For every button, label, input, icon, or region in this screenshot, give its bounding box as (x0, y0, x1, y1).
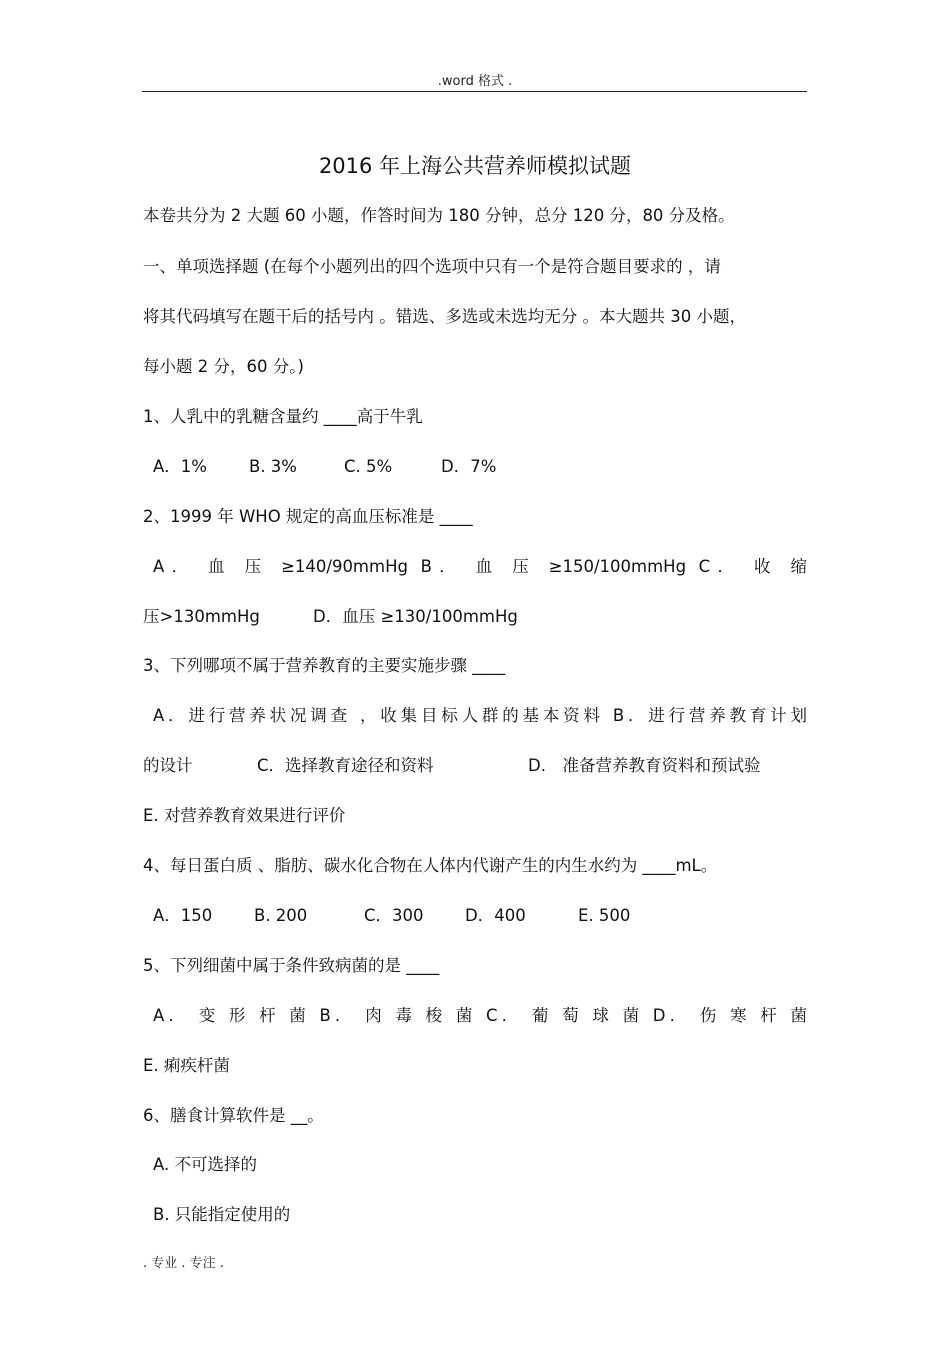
question-2-options-line1: A． 血 压 ≥140/90mmHg B． 血 压 ≥150/100mmHg C． 收 缩 (153, 557, 807, 576)
question-4-option-b: B. 200 (254, 906, 308, 925)
exam-intro: 本卷共分为 2 大题 60 小题，作答时间为 180 分钟，总分 120 分，80 分及格。 (143, 206, 735, 225)
question-1-option-d: D．7% (441, 457, 497, 476)
question-6-option-b: B. 只能指定使用的 (153, 1205, 291, 1224)
page-footer: . 专业 . 专注 . (143, 1256, 224, 1271)
section1-instructions-line2: 将其代码填写在题干后的括号内 。错选、多选或未选均无分 。本大题共 30 小题， (143, 307, 746, 326)
question-1-stem: 1、人乳中的乳糖含量约 ____高于牛乳 (143, 407, 423, 426)
document-title: 2016 年上海公共营养师模拟试题 (318, 154, 632, 178)
header-divider (142, 91, 807, 92)
question-3-option-e: E. 对营养教育效果进行评价 (143, 806, 346, 825)
question-4-option-c: C．300 (364, 906, 424, 925)
question-3-options-line1: A．进行营养状况调查 ，收集目标人群的基本资料 B．进行营养教育计划 (153, 706, 807, 725)
question-6-option-a: A. 不可选择的 (153, 1155, 257, 1174)
question-3-option-b-cont: 的设计 (143, 756, 193, 775)
question-4-stem: 4、每日蛋白质 、脂肪、碳水化合物在人体内代谢产生的内生水约为 ____mL。 (143, 856, 718, 875)
question-4-option-e: E. 500 (578, 906, 631, 925)
question-2-stem: 2、1999 年 WHO 规定的高血压标准是 ____ (143, 507, 473, 526)
question-3-option-d: D． 准备营养教育资料和预试验 (528, 756, 761, 775)
question-4-option-d: D．400 (465, 906, 526, 925)
section1-instructions-line3: 每小题 2 分，60 分。) (143, 357, 304, 376)
question-2-option-d: D．血压 ≥130/100mmHg (313, 607, 518, 626)
question-3-option-c: C．选择教育途径和资料 (257, 756, 434, 775)
question-6-stem: 6、膳食计算软件是 __。 (143, 1106, 324, 1125)
page-header: .word 格式 . (437, 74, 513, 89)
question-1-option-a: A．1% (153, 457, 207, 476)
question-1-option-b: B. 3% (249, 457, 297, 476)
question-3-stem: 3、下列哪项不属于营养教育的主要实施步骤 ____ (143, 656, 506, 675)
question-4-option-a: A．150 (153, 906, 213, 925)
question-5-option-e: E. 痢疾杆菌 (143, 1056, 230, 1075)
question-5-stem: 5、下列细菌中属于条件致病菌的是 ____ (143, 956, 440, 975)
section1-instructions-line1: 一、单项选择题 (在每个小题列出的四个选项中只有一个是符合题目要求的 ，请 (143, 257, 721, 276)
question-2-option-c-cont: 压>130mmHg (143, 607, 260, 626)
question-1-option-c: C. 5% (344, 457, 393, 476)
question-5-options-line1: A． 变 形 杆 菌 B． 肉 毒 梭 菌 C． 葡 萄 球 菌 D． 伤 寒 杆 菌 (153, 1006, 807, 1025)
